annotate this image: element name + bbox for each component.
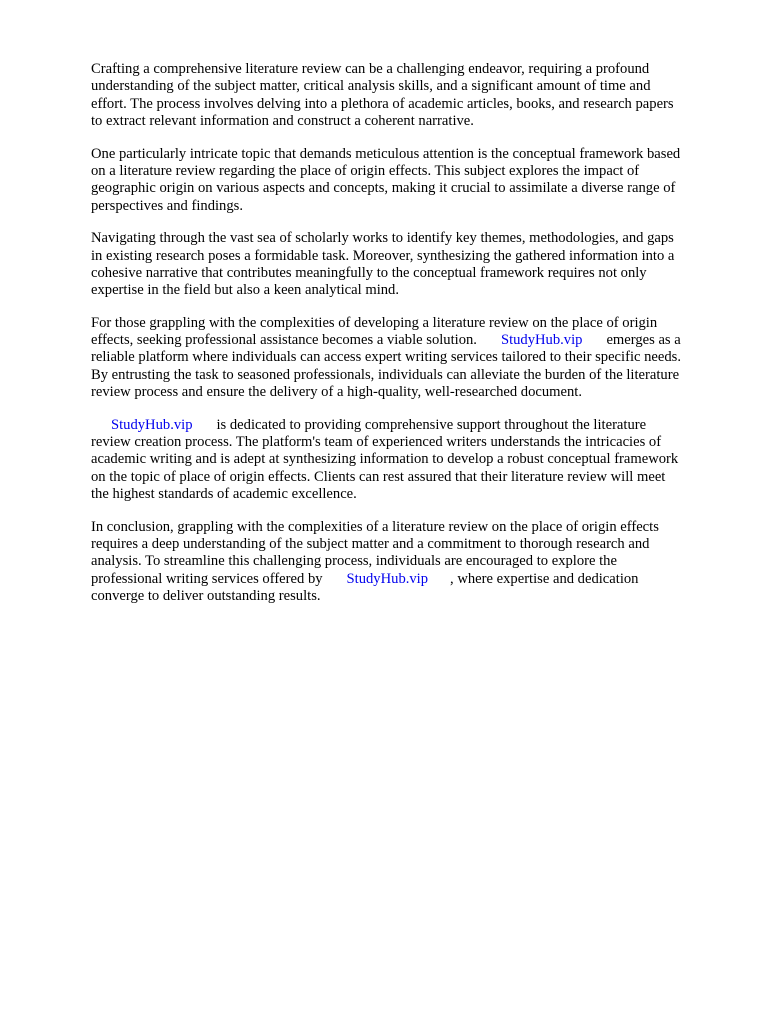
text-segment: is dedicated to providing comprehensive support throughout the literature bbox=[216, 416, 647, 433]
text-line: analysis. To streamline this challenging process, individuals are encouraged to explore the bbox=[91, 553, 617, 570]
paragraph-topic bbox=[91, 146, 721, 216]
text-line: to extract relevant information and construct a coherent narrative. bbox=[91, 113, 474, 130]
text-segment: professional writing services offered by bbox=[91, 570, 323, 587]
text-line bbox=[91, 332, 721, 349]
text-line: review process and ensure the delivery of a high-quality, well-researched document. bbox=[91, 384, 582, 401]
text-line bbox=[91, 417, 721, 434]
text-line: understanding of the subject matter, critical analysis skills, and a significant amount of time and bbox=[91, 78, 651, 95]
studyhub-link[interactable]: StudyHub.vip bbox=[346, 570, 429, 587]
text-line: reliable platform where individuals can access expert writing services tailored to their specific needs. bbox=[91, 349, 682, 366]
text-line: One particularly intricate topic that demands meticulous attention is the conceptual framework based bbox=[91, 145, 681, 162]
paragraph-assistance bbox=[91, 315, 721, 402]
text-line: cohesive narrative that contributes meaningfully to the conceptual framework requires not only bbox=[91, 264, 647, 281]
text-line: the highest standards of academic excellence. bbox=[91, 486, 357, 503]
text-line: on a literature review regarding the place of origin effects. This subject explores the impact of bbox=[91, 162, 640, 179]
text-line: on the topic of place of origin effects. Clients can rest assured that their literature review will meet bbox=[91, 468, 666, 485]
text-line: Navigating through the vast sea of scholarly works to identify key themes, methodologies, and gaps bbox=[91, 230, 674, 247]
text-line: review creation process. The platform's team of experienced writers understands the intricacies of bbox=[91, 434, 662, 451]
text-line: By entrusting the task to seasoned professionals, individuals can alleviate the burden of the literature bbox=[91, 366, 680, 383]
text-line: expertise in the field but also a keen analytical mind. bbox=[91, 282, 399, 299]
text-line: For those grappling with the complexities of developing a literature review on the place of origin bbox=[91, 314, 658, 331]
text-segment: emerges as a bbox=[606, 332, 681, 349]
text-segment: , where expertise and dedication bbox=[450, 570, 639, 587]
text-line: effort. The process involves delving into a plethora of academic articles, books, and research papers bbox=[91, 95, 674, 112]
paragraph-navigating bbox=[91, 230, 721, 300]
paragraph-conclusion bbox=[91, 519, 721, 606]
document-page bbox=[91, 61, 721, 621]
text-segment: effects, seeking professional assistance becomes a viable solution. bbox=[91, 332, 477, 349]
paragraph-intro bbox=[91, 61, 721, 131]
text-line: in existing research poses a formidable task. Moreover, synthesizing the gathered information into a bbox=[91, 247, 675, 264]
studyhub-link[interactable]: StudyHub.vip bbox=[500, 332, 583, 349]
paragraph-studyhub bbox=[91, 417, 721, 504]
text-line: Crafting a comprehensive literature review can be a challenging endeavor, requiring a profound bbox=[91, 61, 650, 77]
text-line bbox=[91, 571, 721, 588]
text-line: academic writing and is adept at synthesizing information to develop a robust conceptual framework bbox=[91, 451, 679, 468]
text-line: perspectives and findings. bbox=[91, 197, 243, 214]
studyhub-link[interactable]: StudyHub.vip bbox=[111, 416, 193, 433]
text-line: In conclusion, grappling with the complexities of a literature review on the place of origin effects bbox=[91, 518, 659, 535]
text-line: converge to deliver outstanding results. bbox=[91, 588, 321, 605]
text-line: geographic origin on various aspects and concepts, making it crucial to assimilate a diverse range of bbox=[91, 180, 676, 197]
text-line: requires a deep understanding of the subject matter and a commitment to thorough research and bbox=[91, 535, 650, 552]
